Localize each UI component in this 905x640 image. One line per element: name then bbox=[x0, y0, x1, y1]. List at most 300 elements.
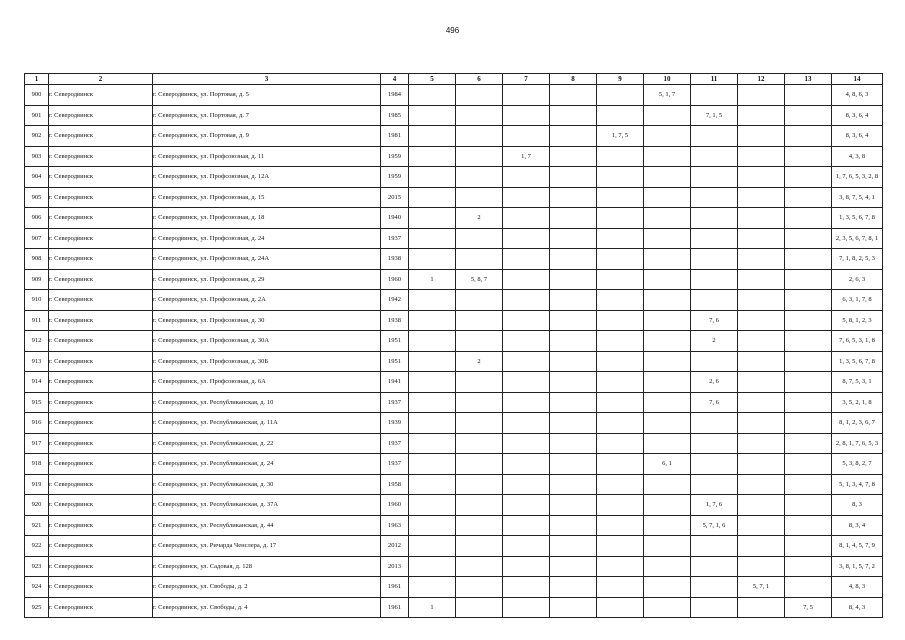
col11-cell bbox=[691, 228, 738, 249]
col13-cell bbox=[785, 310, 832, 331]
col6-cell bbox=[456, 310, 503, 331]
col5-cell bbox=[409, 310, 456, 331]
row-number-cell: 903 bbox=[25, 146, 49, 167]
col10-cell bbox=[644, 290, 691, 311]
column-header-5: 5 bbox=[409, 74, 456, 85]
address-cell: г. Северодвинск, ул. Профсоюзная, д. 24А bbox=[153, 249, 381, 270]
col11-cell: 7, 1, 5 bbox=[691, 105, 738, 126]
table-row bbox=[25, 351, 883, 372]
col7-cell bbox=[503, 556, 550, 577]
table-row bbox=[25, 597, 883, 618]
col12-cell bbox=[738, 167, 785, 188]
locality-cell: г. Северодвинск bbox=[49, 433, 153, 454]
col7-cell bbox=[503, 495, 550, 516]
col8-cell bbox=[550, 597, 597, 618]
col9-cell bbox=[597, 515, 644, 536]
locality-cell: г. Северодвинск bbox=[49, 208, 153, 229]
col11-cell: 7, 6 bbox=[691, 392, 738, 413]
col13-cell bbox=[785, 392, 832, 413]
col14-cell: 1, 3, 5, 6, 7, 8 bbox=[832, 351, 883, 372]
row-number-cell: 925 bbox=[25, 597, 49, 618]
col13-cell bbox=[785, 85, 832, 106]
row-number-cell: 918 bbox=[25, 454, 49, 475]
col10-cell bbox=[644, 474, 691, 495]
col12-cell bbox=[738, 474, 785, 495]
table-row bbox=[25, 536, 883, 557]
locality-cell: г. Северодвинск bbox=[49, 187, 153, 208]
col13-cell: 7, 5 bbox=[785, 597, 832, 618]
locality-cell: г. Северодвинск bbox=[49, 85, 153, 106]
col14-cell: 8, 3, 6, 4 bbox=[832, 105, 883, 126]
col5-cell bbox=[409, 413, 456, 434]
col8-cell bbox=[550, 372, 597, 393]
col9-cell bbox=[597, 331, 644, 352]
column-header-8: 8 bbox=[550, 74, 597, 85]
table-row bbox=[25, 85, 883, 106]
locality-cell: г. Северодвинск bbox=[49, 331, 153, 352]
col7-cell bbox=[503, 515, 550, 536]
row-number-cell: 919 bbox=[25, 474, 49, 495]
col8-cell bbox=[550, 228, 597, 249]
col5-cell: 1 bbox=[409, 597, 456, 618]
col8-cell bbox=[550, 331, 597, 352]
col8-cell bbox=[550, 536, 597, 557]
col10-cell: 5, 1, 7 bbox=[644, 85, 691, 106]
col11-cell bbox=[691, 433, 738, 454]
col12-cell bbox=[738, 228, 785, 249]
col6-cell bbox=[456, 413, 503, 434]
col9-cell bbox=[597, 372, 644, 393]
address-cell: г. Северодвинск, ул. Республиканская, д. 37А bbox=[153, 495, 381, 516]
col9-cell bbox=[597, 351, 644, 372]
col5-cell bbox=[409, 331, 456, 352]
col5-cell bbox=[409, 167, 456, 188]
col10-cell bbox=[644, 372, 691, 393]
col5-cell bbox=[409, 85, 456, 106]
col12-cell bbox=[738, 310, 785, 331]
col10-cell bbox=[644, 597, 691, 618]
col12-cell bbox=[738, 85, 785, 106]
col10-cell bbox=[644, 515, 691, 536]
table-row bbox=[25, 187, 883, 208]
col14-cell: 8, 1, 4, 5, 7, 9 bbox=[832, 536, 883, 557]
locality-cell: г. Северодвинск bbox=[49, 126, 153, 147]
year-cell: 1959 bbox=[381, 167, 409, 188]
col6-cell bbox=[456, 495, 503, 516]
table-row bbox=[25, 433, 883, 454]
col11-cell bbox=[691, 146, 738, 167]
col5-cell bbox=[409, 105, 456, 126]
table-row bbox=[25, 413, 883, 434]
col6-cell bbox=[456, 249, 503, 270]
col13-cell bbox=[785, 556, 832, 577]
col6-cell bbox=[456, 577, 503, 598]
col8-cell bbox=[550, 208, 597, 229]
row-number-cell: 924 bbox=[25, 577, 49, 598]
col11-cell: 5, 7, 1, 6 bbox=[691, 515, 738, 536]
table-row bbox=[25, 105, 883, 126]
col12-cell bbox=[738, 187, 785, 208]
address-cell: г. Северодвинск, ул. Профсоюзная, д. 12А bbox=[153, 167, 381, 188]
col7-cell bbox=[503, 85, 550, 106]
col13-cell bbox=[785, 146, 832, 167]
row-number-cell: 915 bbox=[25, 392, 49, 413]
col7-cell bbox=[503, 433, 550, 454]
col12-cell bbox=[738, 351, 785, 372]
col10-cell bbox=[644, 208, 691, 229]
col7-cell bbox=[503, 372, 550, 393]
col13-cell bbox=[785, 372, 832, 393]
col14-cell: 2, 3, 5, 6, 7, 8, 1 bbox=[832, 228, 883, 249]
col9-cell bbox=[597, 146, 644, 167]
col13-cell bbox=[785, 474, 832, 495]
table-row bbox=[25, 146, 883, 167]
address-cell: г. Северодвинск, ул. Профсоюзная, д. 30А bbox=[153, 331, 381, 352]
col9-cell bbox=[597, 290, 644, 311]
address-cell: г. Северодвинск, ул. Профсоюзная, д. 29 bbox=[153, 269, 381, 290]
table-row bbox=[25, 392, 883, 413]
housing-registry-table bbox=[24, 73, 883, 618]
col7-cell: 1, 7 bbox=[503, 146, 550, 167]
col11-cell bbox=[691, 208, 738, 229]
col11-cell bbox=[691, 290, 738, 311]
col14-cell: 5, 3, 8, 2, 7 bbox=[832, 454, 883, 475]
col9-cell bbox=[597, 413, 644, 434]
col9-cell bbox=[597, 577, 644, 598]
col8-cell bbox=[550, 310, 597, 331]
col10-cell bbox=[644, 269, 691, 290]
row-number-cell: 909 bbox=[25, 269, 49, 290]
col13-cell bbox=[785, 105, 832, 126]
col6-cell bbox=[456, 331, 503, 352]
col11-cell: 7, 6 bbox=[691, 310, 738, 331]
locality-cell: г. Северодвинск bbox=[49, 597, 153, 618]
col7-cell bbox=[503, 105, 550, 126]
col12-cell bbox=[738, 146, 785, 167]
column-header-10: 10 bbox=[644, 74, 691, 85]
col10-cell bbox=[644, 228, 691, 249]
col7-cell bbox=[503, 310, 550, 331]
year-cell: 1938 bbox=[381, 310, 409, 331]
col13-cell bbox=[785, 249, 832, 270]
col13-cell bbox=[785, 536, 832, 557]
col5-cell bbox=[409, 228, 456, 249]
col8-cell bbox=[550, 187, 597, 208]
col5-cell bbox=[409, 290, 456, 311]
table-body bbox=[25, 85, 883, 618]
col14-cell: 5, 1, 3, 4, 7, 8 bbox=[832, 474, 883, 495]
col7-cell bbox=[503, 454, 550, 475]
row-number-cell: 921 bbox=[25, 515, 49, 536]
address-cell: г. Северодвинск, ул. Портовая, д. 5 bbox=[153, 85, 381, 106]
col8-cell bbox=[550, 392, 597, 413]
col10-cell bbox=[644, 392, 691, 413]
col7-cell bbox=[503, 228, 550, 249]
col9-cell bbox=[597, 167, 644, 188]
col11-cell bbox=[691, 269, 738, 290]
col8-cell bbox=[550, 269, 597, 290]
col12-cell bbox=[738, 413, 785, 434]
locality-cell: г. Северодвинск bbox=[49, 351, 153, 372]
year-cell: 1960 bbox=[381, 495, 409, 516]
col10-cell bbox=[644, 433, 691, 454]
col11-cell bbox=[691, 187, 738, 208]
col13-cell bbox=[785, 433, 832, 454]
col13-cell bbox=[785, 208, 832, 229]
col12-cell bbox=[738, 515, 785, 536]
col6-cell bbox=[456, 187, 503, 208]
address-cell: г. Северодвинск, ул. Свободы, д. 2 bbox=[153, 577, 381, 598]
locality-cell: г. Северодвинск bbox=[49, 413, 153, 434]
col8-cell bbox=[550, 495, 597, 516]
col6-cell bbox=[456, 556, 503, 577]
table-row bbox=[25, 228, 883, 249]
row-number-cell: 904 bbox=[25, 167, 49, 188]
address-cell: г. Северодвинск, ул. Республиканская, д. 24 bbox=[153, 454, 381, 475]
col13-cell bbox=[785, 351, 832, 372]
address-cell: г. Северодвинск, ул. Ричарда Ченслера, д. 17 bbox=[153, 536, 381, 557]
col9-cell bbox=[597, 269, 644, 290]
page-number: 496 bbox=[445, 26, 460, 35]
col11-cell bbox=[691, 556, 738, 577]
col5-cell bbox=[409, 495, 456, 516]
address-cell: г. Северодвинск, ул. Профсоюзная, д. 18 bbox=[153, 208, 381, 229]
col9-cell bbox=[597, 392, 644, 413]
address-cell: г. Северодвинск, ул. Профсоюзная, д. 30Б bbox=[153, 351, 381, 372]
year-cell: 2015 bbox=[381, 187, 409, 208]
col8-cell bbox=[550, 146, 597, 167]
column-header-3: 3 bbox=[153, 74, 381, 85]
address-cell: г. Северодвинск, ул. Республиканская, д. 11А bbox=[153, 413, 381, 434]
col10-cell bbox=[644, 331, 691, 352]
col13-cell bbox=[785, 187, 832, 208]
table-row bbox=[25, 290, 883, 311]
column-header-6: 6 bbox=[456, 74, 503, 85]
col13-cell bbox=[785, 454, 832, 475]
col12-cell bbox=[738, 556, 785, 577]
column-header-12: 12 bbox=[738, 74, 785, 85]
row-number-cell: 901 bbox=[25, 105, 49, 126]
col5-cell bbox=[409, 556, 456, 577]
column-header-4: 4 bbox=[381, 74, 409, 85]
col14-cell: 4, 8, 3 bbox=[832, 577, 883, 598]
col14-cell: 8, 1, 2, 3, 6, 7 bbox=[832, 413, 883, 434]
col8-cell bbox=[550, 413, 597, 434]
year-cell: 1960 bbox=[381, 269, 409, 290]
address-cell: г. Северодвинск, ул. Профсоюзная, д. 24 bbox=[153, 228, 381, 249]
col8-cell bbox=[550, 515, 597, 536]
col9-cell bbox=[597, 310, 644, 331]
col7-cell bbox=[503, 187, 550, 208]
col7-cell bbox=[503, 577, 550, 598]
locality-cell: г. Северодвинск bbox=[49, 474, 153, 495]
col6-cell bbox=[456, 597, 503, 618]
row-number-cell: 908 bbox=[25, 249, 49, 270]
row-number-cell: 917 bbox=[25, 433, 49, 454]
col6-cell bbox=[456, 515, 503, 536]
col5-cell: 1 bbox=[409, 269, 456, 290]
table-row bbox=[25, 556, 883, 577]
locality-cell: г. Северодвинск bbox=[49, 536, 153, 557]
col10-cell bbox=[644, 187, 691, 208]
col14-cell: 8, 3, 4 bbox=[832, 515, 883, 536]
col11-cell bbox=[691, 474, 738, 495]
col10-cell bbox=[644, 413, 691, 434]
locality-cell: г. Северодвинск bbox=[49, 392, 153, 413]
col13-cell bbox=[785, 228, 832, 249]
col11-cell bbox=[691, 536, 738, 557]
col14-cell: 3, 5, 2, 1, 8 bbox=[832, 392, 883, 413]
col12-cell bbox=[738, 249, 785, 270]
address-cell: г. Северодвинск, ул. Свободы, д. 4 bbox=[153, 597, 381, 618]
col6-cell bbox=[456, 167, 503, 188]
locality-cell: г. Северодвинск bbox=[49, 556, 153, 577]
col6-cell: 2 bbox=[456, 351, 503, 372]
year-cell: 1951 bbox=[381, 351, 409, 372]
col8-cell bbox=[550, 454, 597, 475]
year-cell: 1937 bbox=[381, 454, 409, 475]
col6-cell bbox=[456, 290, 503, 311]
table-row bbox=[25, 167, 883, 188]
col5-cell bbox=[409, 515, 456, 536]
col13-cell bbox=[785, 126, 832, 147]
col12-cell bbox=[738, 331, 785, 352]
col6-cell bbox=[456, 372, 503, 393]
col9-cell bbox=[597, 249, 644, 270]
year-cell: 2012 bbox=[381, 536, 409, 557]
col13-cell bbox=[785, 290, 832, 311]
col13-cell bbox=[785, 413, 832, 434]
col9-cell bbox=[597, 536, 644, 557]
col10-cell bbox=[644, 556, 691, 577]
column-header-1: 1 bbox=[25, 74, 49, 85]
col14-cell: 8, 4, 3 bbox=[832, 597, 883, 618]
col13-cell bbox=[785, 167, 832, 188]
col14-cell: 1, 3, 5, 6, 7, 8 bbox=[832, 208, 883, 229]
col12-cell bbox=[738, 372, 785, 393]
address-cell: г. Северодвинск, ул. Республиканская, д. 10 bbox=[153, 392, 381, 413]
col11-cell bbox=[691, 249, 738, 270]
col13-cell bbox=[785, 495, 832, 516]
col6-cell bbox=[456, 105, 503, 126]
address-cell: г. Северодвинск, ул. Садовая, д. 128 bbox=[153, 556, 381, 577]
col12-cell bbox=[738, 433, 785, 454]
locality-cell: г. Северодвинск bbox=[49, 228, 153, 249]
column-header-11: 11 bbox=[691, 74, 738, 85]
col11-cell: 2, 6 bbox=[691, 372, 738, 393]
col5-cell bbox=[409, 577, 456, 598]
table-header-row bbox=[25, 74, 883, 85]
col5-cell bbox=[409, 351, 456, 372]
year-cell: 1939 bbox=[381, 413, 409, 434]
col6-cell bbox=[456, 433, 503, 454]
column-header-13: 13 bbox=[785, 74, 832, 85]
col5-cell bbox=[409, 146, 456, 167]
col8-cell bbox=[550, 126, 597, 147]
col8-cell bbox=[550, 105, 597, 126]
col9-cell bbox=[597, 105, 644, 126]
year-cell: 1961 bbox=[381, 577, 409, 598]
table-row bbox=[25, 454, 883, 475]
address-cell: г. Северодвинск, ул. Профсоюзная, д. 15 bbox=[153, 187, 381, 208]
locality-cell: г. Северодвинск bbox=[49, 454, 153, 475]
col12-cell bbox=[738, 290, 785, 311]
col11-cell bbox=[691, 577, 738, 598]
col12-cell bbox=[738, 495, 785, 516]
table-row bbox=[25, 495, 883, 516]
col9-cell bbox=[597, 208, 644, 229]
row-number-cell: 914 bbox=[25, 372, 49, 393]
row-number-cell: 911 bbox=[25, 310, 49, 331]
col10-cell: 6, 1 bbox=[644, 454, 691, 475]
year-cell: 1940 bbox=[381, 208, 409, 229]
col10-cell bbox=[644, 146, 691, 167]
col7-cell bbox=[503, 167, 550, 188]
col6-cell bbox=[456, 85, 503, 106]
col8-cell bbox=[550, 351, 597, 372]
col6-cell: 2 bbox=[456, 208, 503, 229]
col12-cell bbox=[738, 208, 785, 229]
col14-cell: 7, 1, 8, 2, 5, 3 bbox=[832, 249, 883, 270]
col7-cell bbox=[503, 413, 550, 434]
locality-cell: г. Северодвинск bbox=[49, 249, 153, 270]
year-cell: 1958 bbox=[381, 474, 409, 495]
col11-cell: 1, 7, 6 bbox=[691, 495, 738, 516]
col8-cell bbox=[550, 433, 597, 454]
col9-cell bbox=[597, 495, 644, 516]
year-cell: 1961 bbox=[381, 597, 409, 618]
col7-cell bbox=[503, 392, 550, 413]
col5-cell bbox=[409, 126, 456, 147]
year-cell: 1984 bbox=[381, 85, 409, 106]
col8-cell bbox=[550, 249, 597, 270]
column-header-14: 14 bbox=[832, 74, 883, 85]
col7-cell bbox=[503, 269, 550, 290]
col13-cell bbox=[785, 515, 832, 536]
col9-cell bbox=[597, 474, 644, 495]
locality-cell: г. Северодвинск bbox=[49, 290, 153, 311]
locality-cell: г. Северодвинск bbox=[49, 105, 153, 126]
row-number-cell: 910 bbox=[25, 290, 49, 311]
col14-cell: 2, 8, 1, 7, 6, 5, 3 bbox=[832, 433, 883, 454]
col9-cell: 1, 7, 5 bbox=[597, 126, 644, 147]
col7-cell bbox=[503, 208, 550, 229]
col7-cell bbox=[503, 331, 550, 352]
year-cell: 1942 bbox=[381, 290, 409, 311]
row-number-cell: 913 bbox=[25, 351, 49, 372]
col11-cell bbox=[691, 126, 738, 147]
locality-cell: г. Северодвинск bbox=[49, 372, 153, 393]
row-number-cell: 922 bbox=[25, 536, 49, 557]
col13-cell bbox=[785, 269, 832, 290]
col5-cell bbox=[409, 454, 456, 475]
row-number-cell: 906 bbox=[25, 208, 49, 229]
column-header-2: 2 bbox=[49, 74, 153, 85]
col12-cell bbox=[738, 454, 785, 475]
col10-cell bbox=[644, 536, 691, 557]
col14-cell: 8, 3, 6, 4 bbox=[832, 126, 883, 147]
col8-cell bbox=[550, 556, 597, 577]
col5-cell bbox=[409, 474, 456, 495]
row-number-cell: 920 bbox=[25, 495, 49, 516]
col7-cell bbox=[503, 290, 550, 311]
row-number-cell: 905 bbox=[25, 187, 49, 208]
col9-cell bbox=[597, 85, 644, 106]
address-cell: г. Северодвинск, ул. Республиканская, д. 22 bbox=[153, 433, 381, 454]
address-cell: г. Северодвинск, ул. Профсоюзная, д. 2А bbox=[153, 290, 381, 311]
col5-cell bbox=[409, 536, 456, 557]
col11-cell bbox=[691, 85, 738, 106]
